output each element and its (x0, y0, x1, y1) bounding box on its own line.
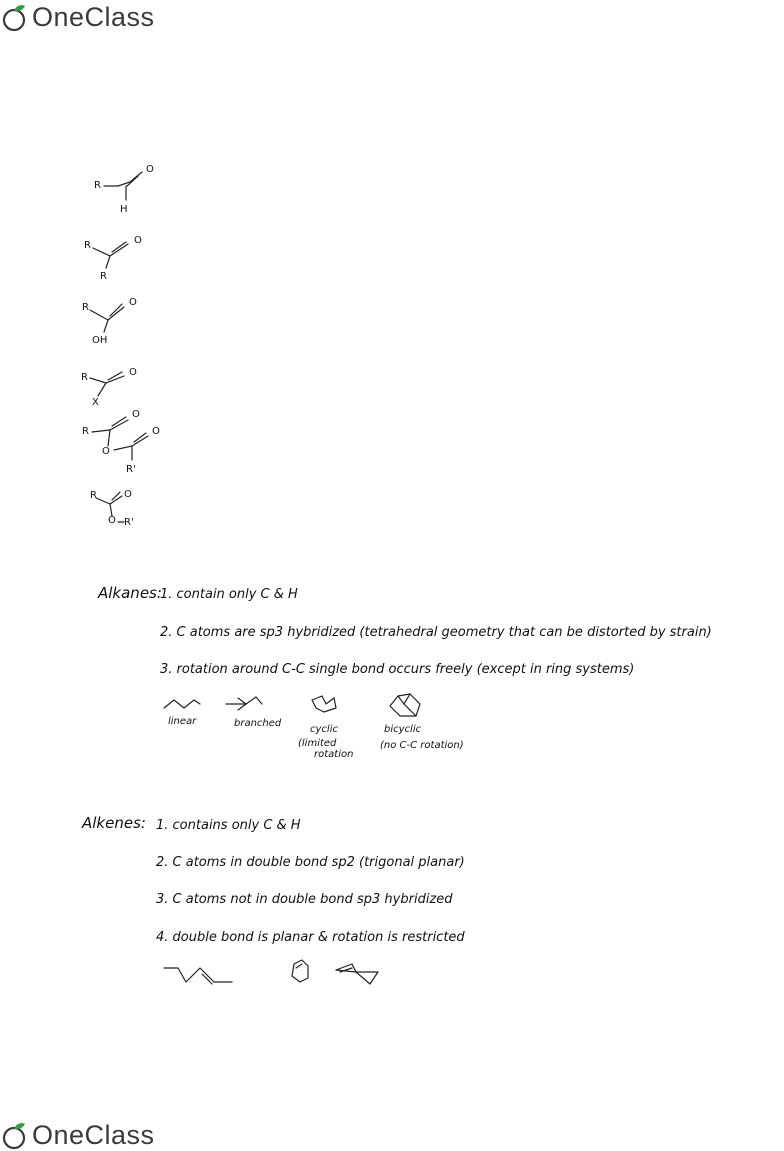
alkanes-point: 2. C atoms are sp3 hybridized (tetrahedral geometry that can be distorted by strain) (160, 625, 712, 640)
atom-label: O (129, 297, 137, 308)
atom-label: O (132, 409, 140, 420)
aldehyde-structure (104, 172, 142, 200)
atom-label: O (152, 426, 160, 437)
atom-label: R' (126, 464, 136, 475)
alkenes-point: 4. double bond is planar & rotation is restricted (156, 930, 465, 945)
atom-label: R (81, 372, 88, 383)
atom-label: R (100, 271, 107, 282)
alkanes-point: 3. rotation around C-C single bond occurs freely (except in ring systems) (160, 662, 635, 677)
atom-label: X (92, 397, 99, 408)
atom-label: R (90, 490, 97, 501)
linear-alkene (164, 968, 232, 984)
atom-label: O (146, 164, 154, 175)
atom-label: O (134, 235, 142, 246)
bicyclic-label: bicyclic (384, 724, 422, 735)
branched-alkane (226, 697, 262, 710)
oneclass-logo-bottom (2, 1120, 155, 1151)
atom-label: H (120, 204, 128, 215)
atom-label: R (94, 180, 101, 191)
ketone-structure (93, 242, 128, 268)
atom-label: R (82, 302, 89, 313)
atom-label: R' (124, 517, 134, 528)
atom-label: O (124, 489, 132, 500)
atom-label: R (84, 240, 91, 251)
branched-label: branched (234, 718, 282, 729)
atom-label: OH (92, 335, 108, 346)
carboxylic-acid-structure (90, 304, 124, 332)
cyclohexene (292, 960, 308, 982)
acid-halide-structure (90, 372, 124, 396)
logo-text: OneClass (32, 2, 155, 32)
bicyclic-alkene (336, 964, 378, 984)
bicyclic-alkane (390, 694, 420, 716)
cyclic-label: cyclic (310, 724, 338, 735)
alkenes-point: 2. C atoms in double bond sp2 (trigonal planar) (156, 855, 465, 870)
atom-label: O (102, 446, 110, 457)
alkanes-point: 1. contain only C & H (160, 587, 298, 602)
leaf-logo-icon (2, 3, 30, 33)
alkenes-point: 3. C atoms not in double bond sp3 hybridized (156, 892, 453, 907)
anhydride-structure (92, 417, 148, 460)
cyclic-alkane (312, 696, 336, 712)
atom-label: O (129, 367, 137, 378)
leaf-logo-icon (2, 1121, 30, 1151)
alkenes-heading: Alkenes: (82, 814, 146, 832)
atom-label: R (82, 426, 89, 437)
oneclass-logo-top (2, 2, 155, 33)
bicyclic-note: (no C-C rotation) (380, 740, 464, 751)
atom-label: O (108, 515, 116, 526)
logo-text: OneClass (32, 1120, 155, 1150)
alkenes-point: 1. contains only C & H (156, 818, 301, 833)
cyclic-note: rotation (314, 749, 354, 760)
linear-alkane (164, 700, 200, 708)
alkanes-heading: Alkanes: (98, 584, 162, 602)
linear-label: linear (168, 716, 197, 727)
cyclic-note: (limited (298, 738, 337, 749)
